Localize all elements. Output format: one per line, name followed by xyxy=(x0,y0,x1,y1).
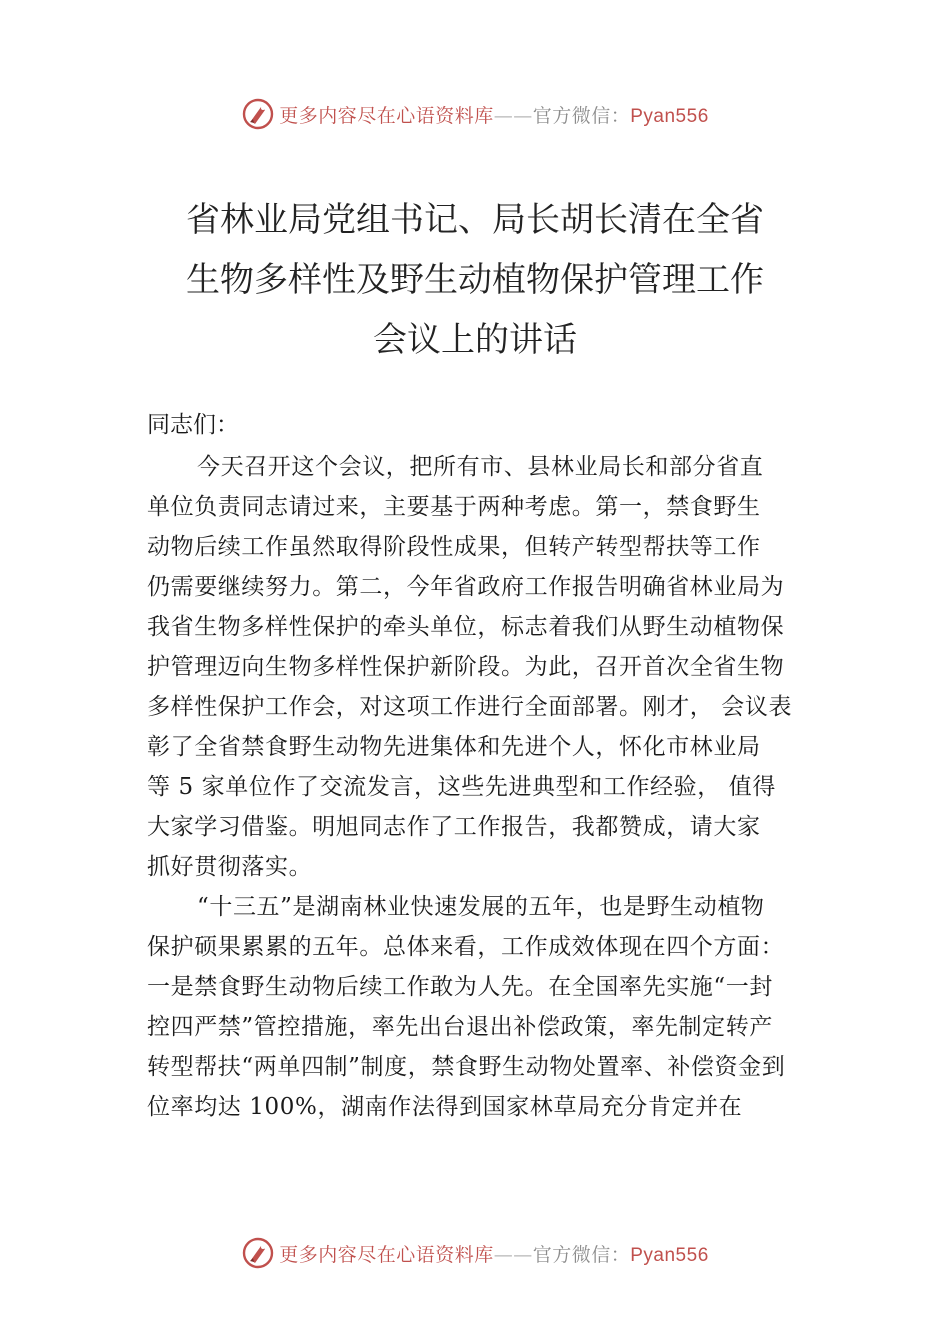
text-line: 保护硕果累累的五年。总体来看，工作成效体现在四个方面： xyxy=(147,934,785,960)
document-title xyxy=(100,190,850,370)
paragraph-2 xyxy=(147,887,817,1127)
text-line: 位率均达 100%，湖南作法得到国家林草局充分肯定并在 xyxy=(147,1094,743,1120)
banner-wechat-label: 官方微信： xyxy=(532,104,631,127)
banner-separator: —— xyxy=(493,104,533,127)
title-line: 生物多样性及野生动植物保护管理工作 xyxy=(186,260,764,300)
text-line: 等 5 家单位作了交流发言，这些先进典型和工作经验， 值得 xyxy=(147,774,776,800)
banner-wechat-label: 官方微信： xyxy=(532,1243,631,1266)
text-line: 我省生物多样性保护的牵头单位，标志着我们从野生动植物保 xyxy=(147,614,785,640)
document-body xyxy=(147,447,817,1127)
text-line: 护管理迈向生物多样性保护新阶段。为此，召开首次全省生物 xyxy=(147,654,785,680)
banner-main-text: 更多内容尽在心语资料库 xyxy=(279,104,494,127)
banner-separator: —— xyxy=(493,1243,533,1266)
banner-wechat-id: Pyan556 xyxy=(630,105,709,127)
pen-nib-logo-icon xyxy=(241,97,275,131)
text-line: “十三五”是湖南林业快速发展的五年，也是野生动植物 xyxy=(197,894,765,920)
title-line: 省林业局党组书记、局长胡长清在全省 xyxy=(186,200,764,240)
header-watermark-banner xyxy=(0,92,950,136)
text-line: 多样性保护工作会，对这项工作进行全面部署。刚才， 会议表 xyxy=(147,694,793,720)
text-line: 控四严禁”管控措施，率先出台退出补偿政策，率先制定转产 xyxy=(147,1014,773,1040)
text-line: 大家学习借鉴。明旭同志作了工作报告，我都赞成，请大家 xyxy=(147,814,761,840)
banner-wechat-id: Pyan556 xyxy=(630,1244,709,1266)
text-line: 一是禁食野生动物后续工作敢为人先。在全国率先实施“一封 xyxy=(147,974,773,1000)
text-line: 单位负责同志请过来，主要基于两种考虑。第一，禁食野生 xyxy=(147,494,761,520)
greeting: 同志们： xyxy=(147,412,239,438)
title-line: 会议上的讲话 xyxy=(373,320,577,360)
text-line: 动物后续工作虽然取得阶段性成果，但转产转型帮扶等工作 xyxy=(147,534,761,560)
text-line: 抓好贯彻落实。 xyxy=(147,854,313,880)
banner-main-text: 更多内容尽在心语资料库 xyxy=(279,1243,494,1266)
text-line: 彰了全省禁食野生动物先进集体和先进个人，怀化市林业局 xyxy=(147,734,761,760)
paragraph-1 xyxy=(147,447,817,887)
text-line: 仍需要继续努力。第二，今年省政府工作报告明确省林业局为 xyxy=(147,574,785,600)
pen-nib-logo-icon xyxy=(241,1236,275,1270)
footer-watermark-banner xyxy=(0,1231,950,1275)
text-line: 转型帮扶“两单四制”制度，禁食野生动物处置率、补偿资金到 xyxy=(147,1054,786,1080)
text-line: 今天召开这个会议，把所有市、县林业局长和部分省直 xyxy=(197,454,764,480)
